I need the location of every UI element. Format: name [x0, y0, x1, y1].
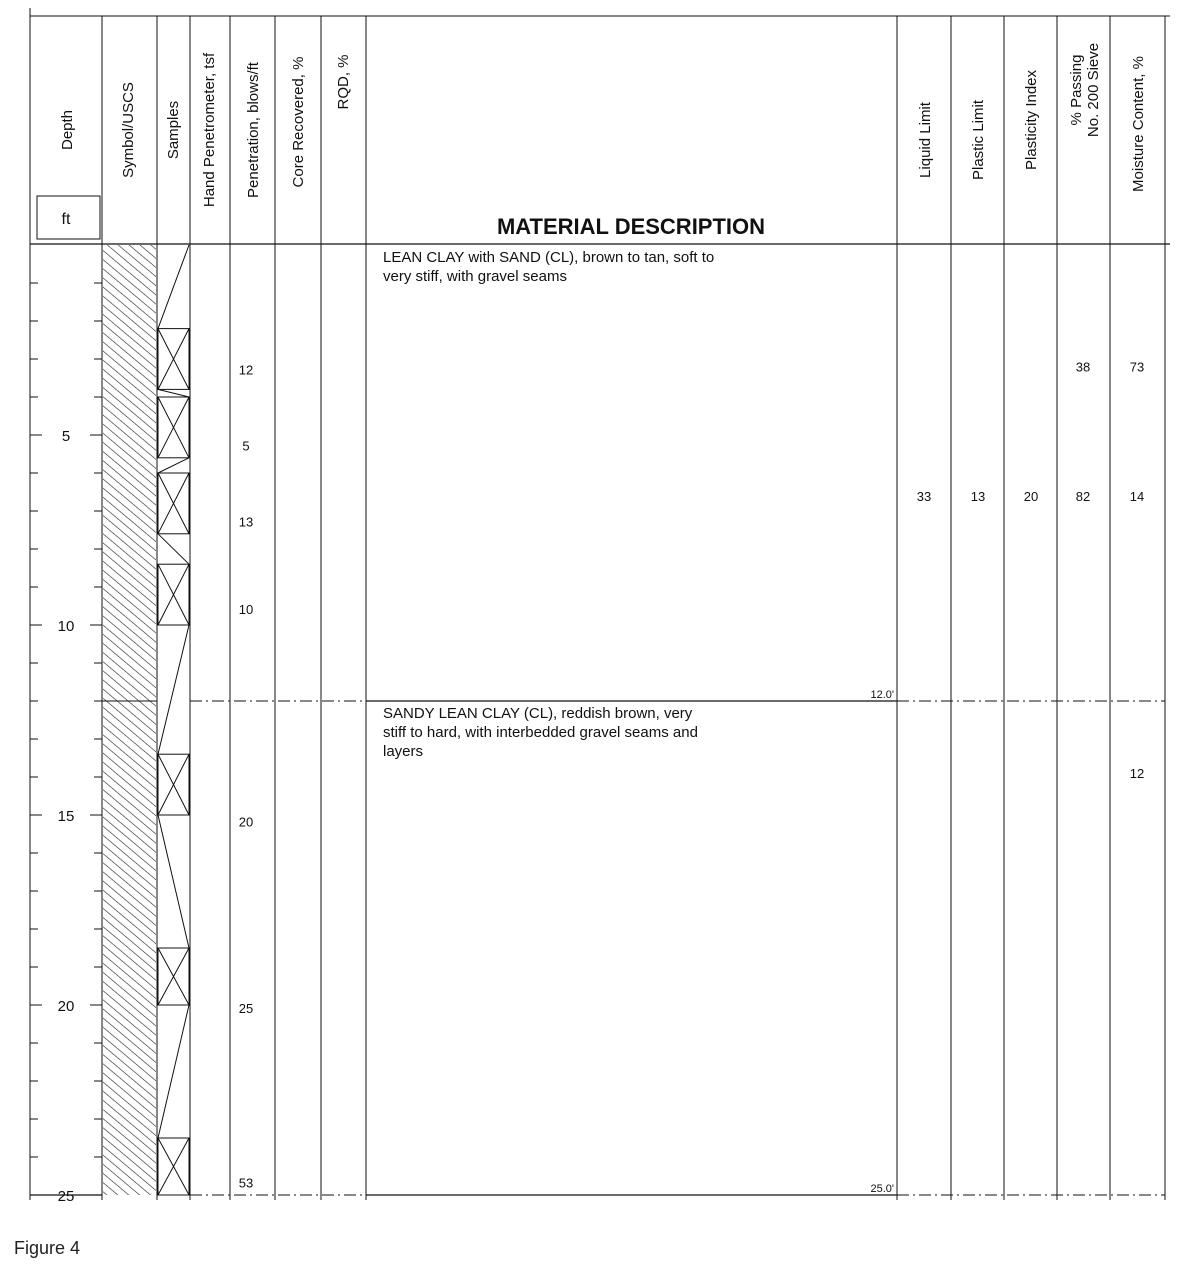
description-line: layers — [383, 743, 424, 760]
header-depth: Depth — [59, 109, 76, 151]
header-samples: Samples — [165, 100, 182, 160]
sample-gap-line — [158, 389, 189, 397]
sample-gap-line — [158, 245, 189, 329]
penetration-value: 53 — [238, 1175, 254, 1191]
passing-200-value: 38 — [1075, 359, 1091, 375]
description-line: stiff to hard, with interbedded gravel seams and — [383, 724, 698, 741]
header-passing-line1: % Passing — [1068, 54, 1085, 126]
moisture-content-value: 12 — [1129, 766, 1145, 782]
liquid-limit-value: 33 — [916, 488, 932, 504]
passing-200-value: 82 — [1075, 488, 1091, 504]
depth-label: 10 — [57, 618, 75, 635]
depth-label: 25 — [57, 1188, 75, 1205]
sample-gap-line — [158, 534, 189, 564]
header-material-description: MATERIAL DESCRIPTION — [496, 214, 766, 239]
description-line: LEAN CLAY with SAND (CL), brown to tan, soft to — [383, 249, 715, 266]
depth-label: 5 — [61, 428, 71, 445]
header-core-recovered: Core Recovered, % — [290, 56, 307, 188]
penetration-value: 13 — [238, 514, 254, 530]
header-symbol-uscs: Symbol/USCS — [120, 82, 137, 178]
moisture-content-value: 73 — [1129, 359, 1145, 375]
samples-column — [158, 245, 189, 1195]
description-line: very stiff, with gravel seams — [383, 268, 567, 285]
penetration-value: 10 — [238, 601, 254, 617]
penetration-value: 5 — [242, 438, 250, 454]
description-line: SANDY LEAN CLAY (CL), reddish brown, very — [383, 705, 693, 722]
sample-gap-line — [158, 458, 189, 473]
clay-hatch-symbol — [103, 245, 156, 1195]
header-moisture: Moisture Content, % — [1130, 56, 1147, 192]
material-descriptions — [383, 249, 894, 1195]
moisture-content-value: 14 — [1129, 488, 1145, 504]
penetration-value: 20 — [238, 814, 254, 830]
header-rqd: RQD, % — [335, 54, 352, 110]
depth-unit: ft — [61, 211, 71, 228]
header-passing-line2: No. 200 Sieve — [1085, 42, 1102, 138]
layer-bottom-depth: 12.0' — [870, 689, 894, 701]
plastic-limit-value: 13 — [970, 488, 986, 504]
header-hand-penetrometer: Hand Penetrometer, tsf — [201, 52, 218, 208]
penetration-value: 25 — [238, 1000, 254, 1016]
depth-label: 20 — [57, 998, 75, 1015]
header-plasticity-index: Plasticity Index — [1023, 69, 1040, 171]
strata-boundaries — [190, 701, 1165, 1195]
sample-gap-line — [158, 815, 189, 948]
depth-label: 15 — [57, 808, 75, 825]
header-liquid-limit: Liquid Limit — [917, 102, 934, 178]
symbol-column — [102, 245, 157, 1195]
plasticity-index-value: 20 — [1023, 488, 1039, 504]
sample-gap-line — [158, 1005, 189, 1138]
depth-ticks — [30, 283, 102, 1205]
penetration-value: 12 — [238, 362, 254, 378]
penetration-column — [239, 362, 253, 1190]
layer-bottom-depth: 25.0' — [870, 1183, 894, 1195]
figure-caption: Figure 4 — [14, 1238, 81, 1258]
header-plastic-limit: Plastic Limit — [970, 99, 987, 181]
sample-gap-line — [158, 625, 189, 754]
header-penetration: Penetration, blows/ft — [245, 62, 262, 198]
